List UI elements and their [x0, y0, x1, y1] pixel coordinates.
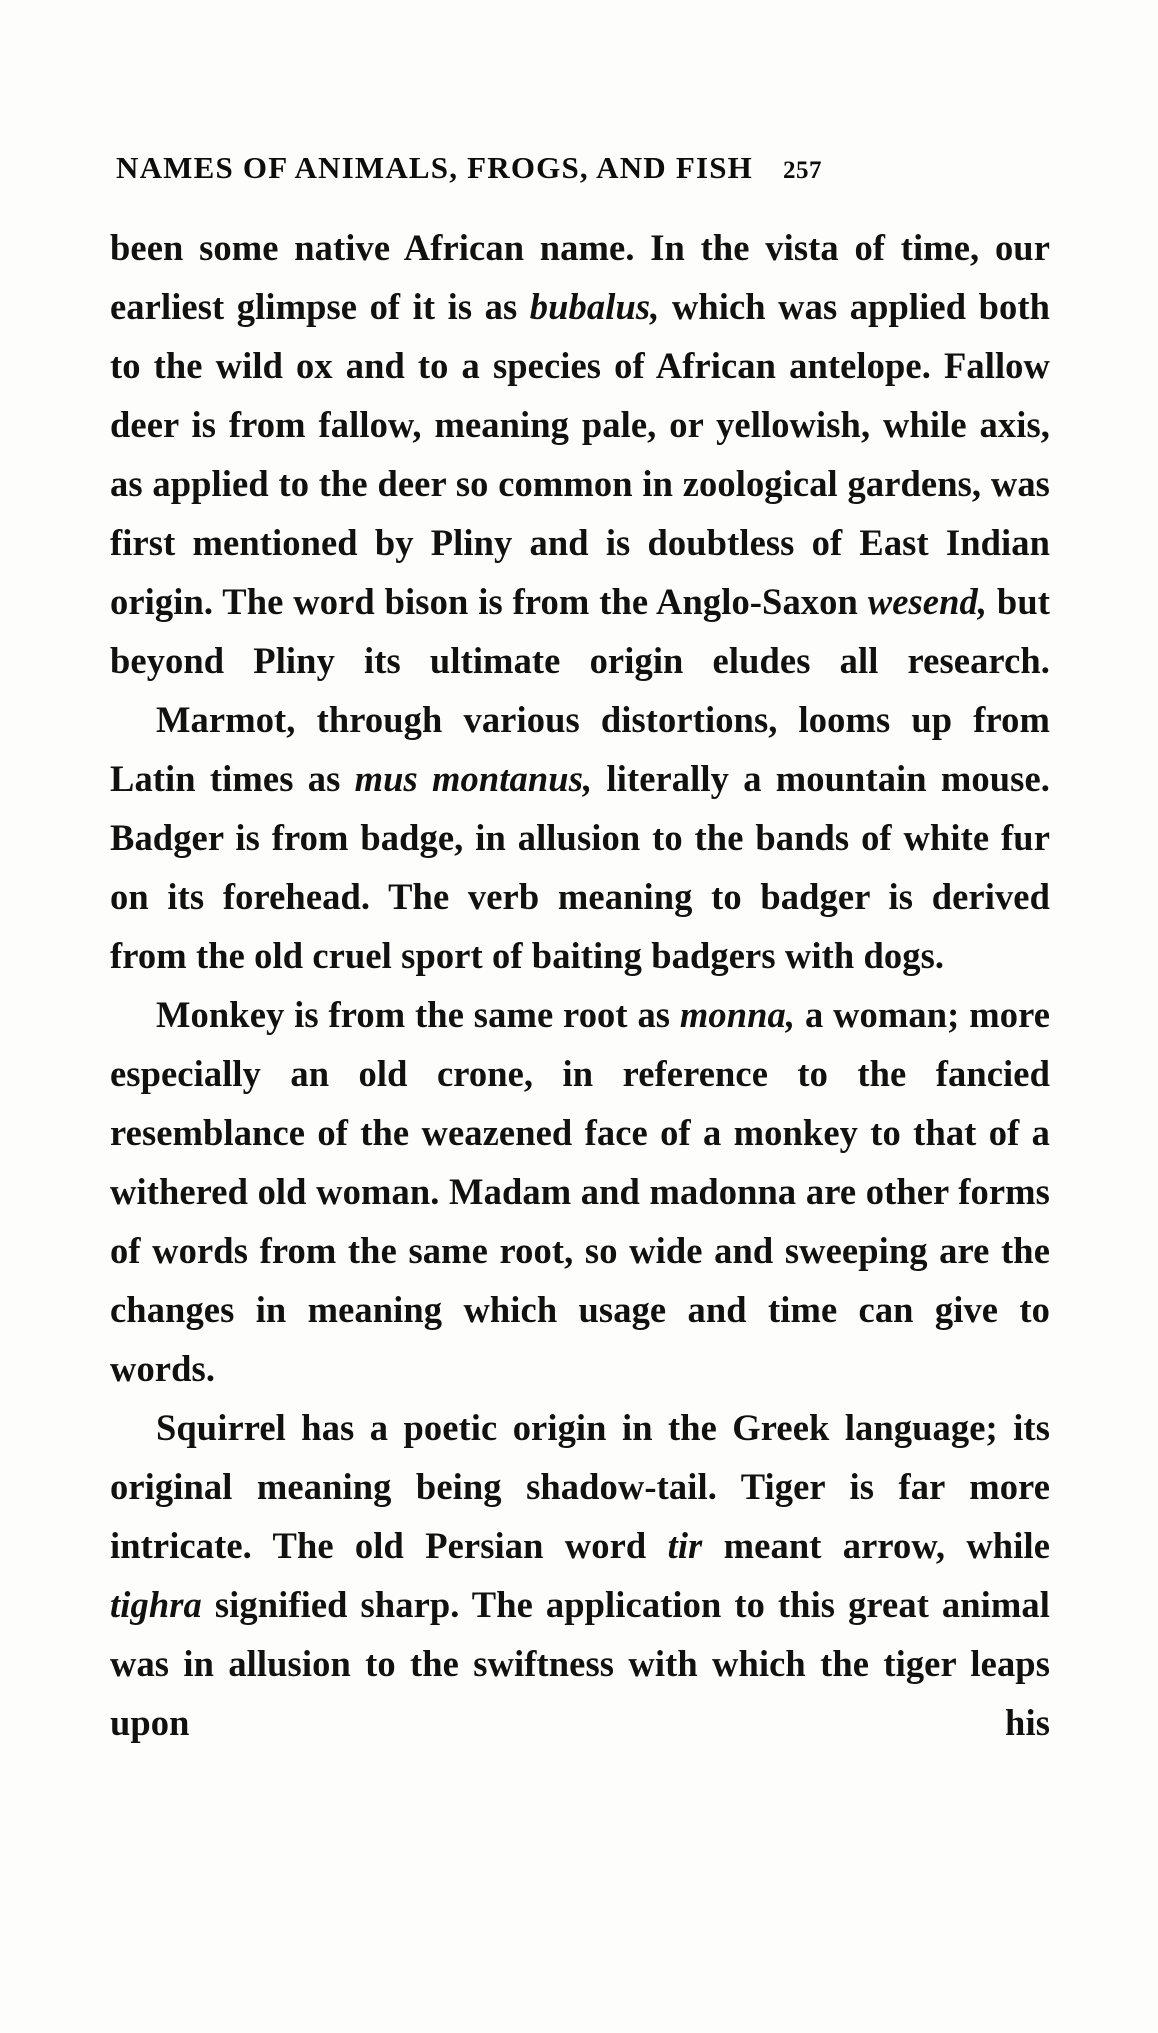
italic-term: bubalus,	[529, 286, 660, 327]
para-monkey: Monkey is from the same root as monna, a woman; more especially an old crone, in reference to the fancied resemblance of the weazened face of a monkey to that of a withered old woman. Madam and madonna are other forms of words from the same root, so wide and sweeping are the changes in meaning which usage and time can give to words.	[110, 994, 1051, 1389]
italic-term: wesend,	[867, 581, 988, 622]
italic-term: mus montanus,	[354, 758, 593, 799]
page-content	[110, 150, 1050, 1752]
para-squirrel: Squirrel has a poetic origin in the Greek language; its original meaning being shadow-tail. Tiger is far more intricate. The old Persian word tir meant arrow, while tighra signified sharp. The application to this great animal was in allusion to the swiftness with which the tiger leaps upon his	[110, 1407, 1050, 1743]
page-number: 257	[783, 157, 822, 184]
body-text	[110, 218, 1050, 1752]
italic-term: monna,	[679, 994, 796, 1035]
italic-term: tighra	[110, 1584, 202, 1625]
running-head-title: NAMES OF ANIMALS, FROGS, AND FISH	[116, 150, 753, 185]
running-head	[110, 150, 1050, 186]
para-bubalus: been some native African name. In the vista of time, our earliest glimpse of it is as bubalus, which was applied both to the wild ox and to a species of African antelope. Fallow deer is from fallow, meaning pale, or yellowish, while axis, as applied to the deer so common in zoological gardens, was first mentioned by Pliny and is doubtless of East Indian origin. The word bison is from the Anglo-Saxon wesend, but beyond Pliny its ultimate origin eludes all research.	[110, 227, 1050, 681]
italic-term: tir	[667, 1525, 703, 1566]
para-marmot: Marmot, through various distortions, looms up from Latin times as mus montanus, literally a mountain mouse. Badger is from badge, in allusion to the bands of white fur on its forehead. The verb meaning to badger is derived from the old cruel sport of baiting badgers with dogs.	[110, 699, 1050, 976]
